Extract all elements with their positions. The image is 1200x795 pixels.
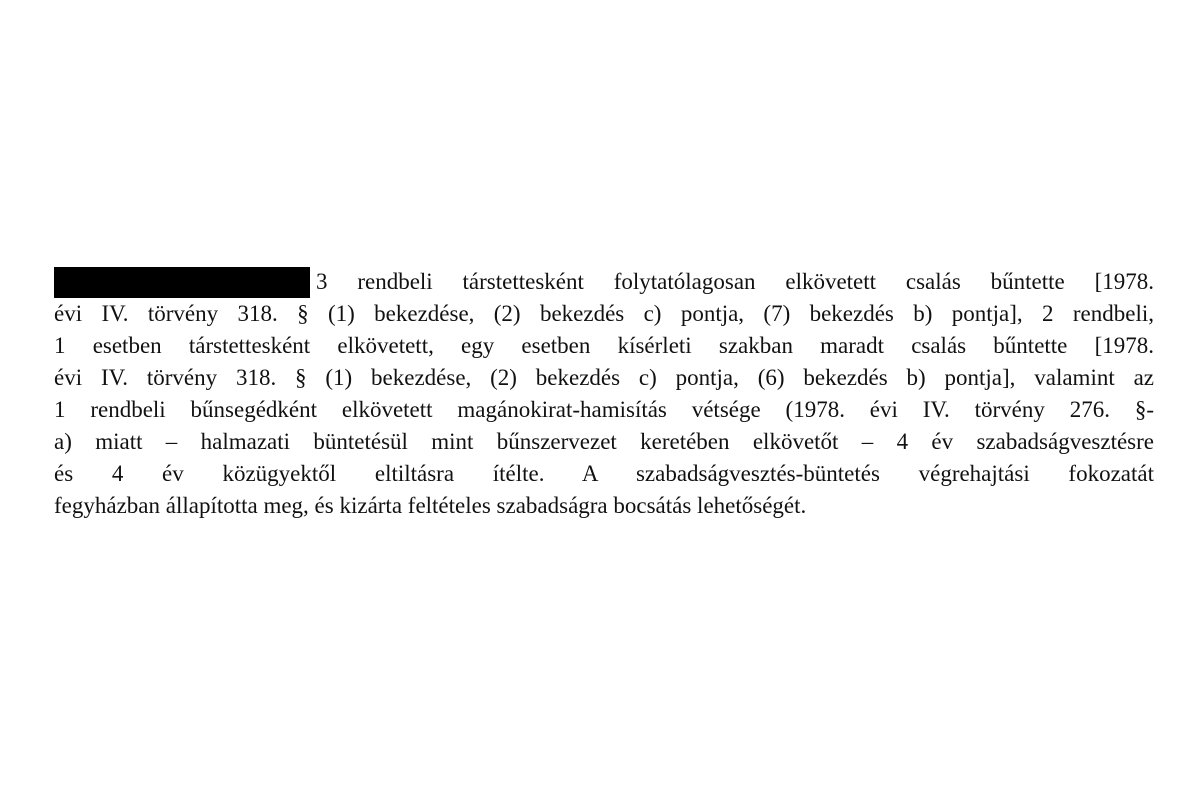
paragraph-line-1 [54, 266, 1154, 298]
paragraph-line-5: 1 rendbeli bűnsegédként elkövetett magánokirat-hamisítás vétsége (1978. évi IV. törvény 276. §- [54, 397, 1154, 422]
paragraph-line-6: a) miatt – halmazati büntetésül mint bűnszervezet keretében elkövetőt – 4 év szabadságvesztésre [54, 429, 1154, 454]
paragraph-line-3: 1 esetben társtettesként elkövetett, egy esetben kísérleti szakban maradt csalás bűntette [1978. [54, 333, 1154, 358]
paragraph-line-4: évi IV. törvény 318. § (1) bekezdése, (2) bekezdés c) pontja, (6) bekezdés b) pontja], valamint az [54, 365, 1154, 390]
paragraph-line-7: és 4 év közügyektől eltiltásra ítélte. A szabadságvesztés-büntetés végrehajtási fokozatát [54, 461, 1154, 486]
paragraph-line-1-text: 3 rendbeli társtettesként folytatólagosan elkövetett csalás bűntette [1978. [316, 269, 1154, 294]
paragraph-line-2: évi IV. törvény 318. § (1) bekezdése, (2) bekezdés c) pontja, (7) bekezdés b) pontja], 2 rendbeli, [54, 301, 1154, 326]
ruling-paragraph [54, 266, 1154, 522]
paragraph-line-8: fegyházban állapította meg, és kizárta feltételes szabadságra bocsátás lehetőségét. [54, 493, 807, 518]
redaction-bar [54, 267, 310, 298]
